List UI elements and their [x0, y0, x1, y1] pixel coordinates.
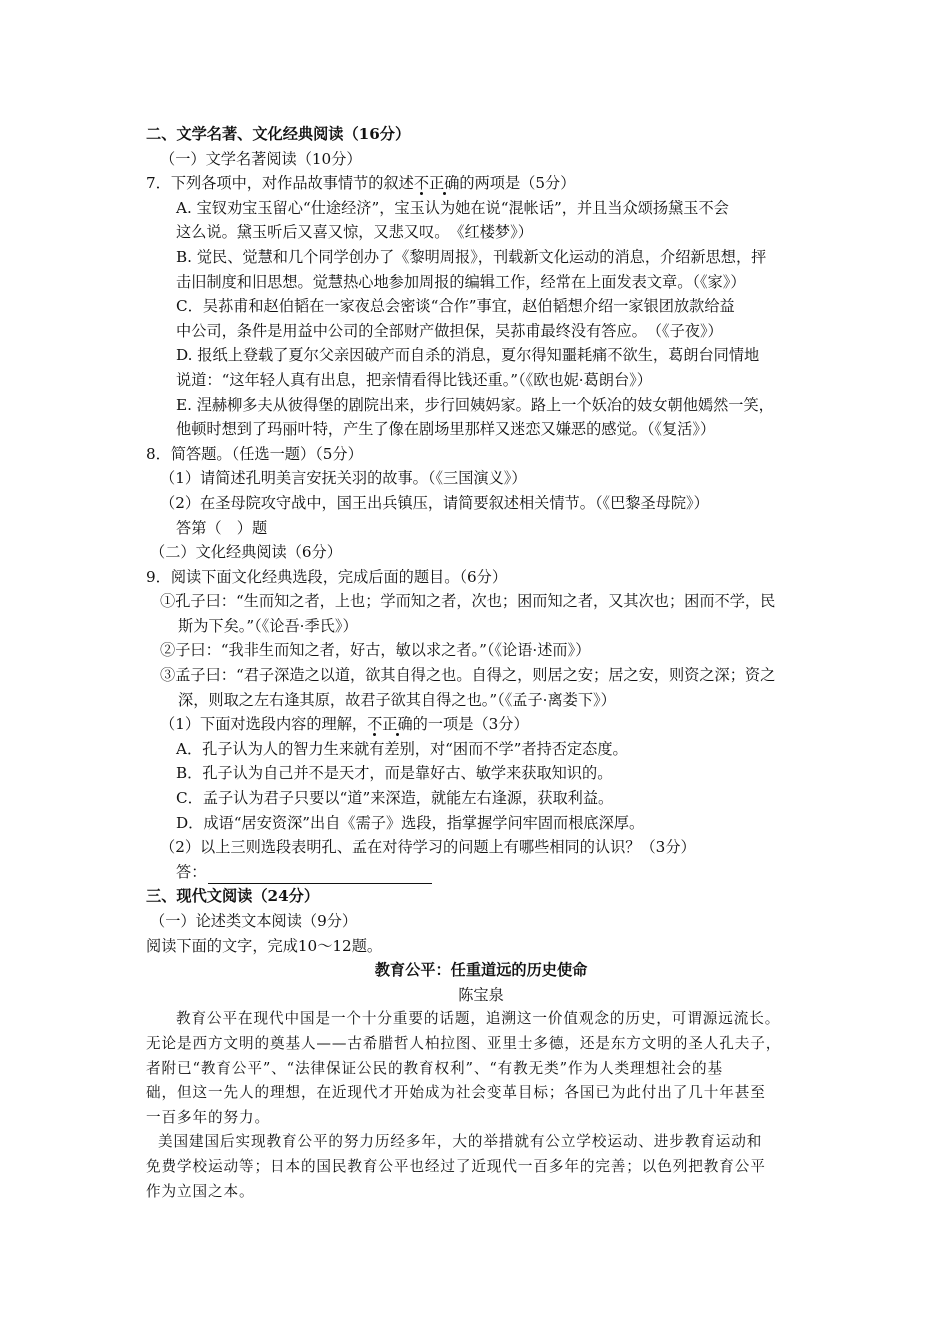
q9-option-c: C．孟子认为君子只要以“道”来深造，就能左右逢源，获取利益。 — [176, 789, 614, 808]
section2-sub2-heading: （二）文化经典阅读（6分） — [150, 543, 342, 562]
q7-option-c-line2: 中公司，条件是用益中公司的全部财产做担保，吴荪甫最终没有答应。 （《子夜》） — [176, 321, 723, 340]
article-p1-line3: 者附已“教育公平”、“法律保证公民的教育权利”、“有教无类”作为人类理想社会的基 — [146, 1059, 723, 1077]
q8-stem: 8．简答题。（任选一题）（5分） — [146, 444, 363, 463]
q9-passage-3-line1: ③孟子曰：“君子深造之以道，欲其自得之也。自得之，则居之安；居之安，则资之深；资之 — [160, 666, 776, 685]
q9-sub1-stem — [146, 712, 816, 737]
q9-passage-1-line2: 斯为下矣。”（《论吾·季氏》） — [178, 616, 358, 635]
q7-option-c-line1: C．吴荪甫和赵伯韬在一家夜总会密谈“合作”事宜，赵伯韬想介绍一家银团放款给益 — [176, 297, 735, 316]
section3-heading: 三、现代文阅读（24分） — [146, 887, 320, 906]
article-title: 教育公平：任重道远的历史使命 — [374, 961, 588, 980]
q9-sub1-emphasis-2: 正确 — [382, 715, 413, 734]
q9-answer-label: 答： — [176, 862, 207, 881]
q7-option-b-line1: B. 觉民、觉慧和几个同学创办了《黎明周报》，刊载新文化运动的消息，介绍新思想，抨 — [176, 247, 767, 266]
q8-item-2: （2）在圣母院攻守战中，国王出兵镇压，请简要叙述相关情节。（《巴黎圣母院》） — [160, 493, 709, 512]
q7-emphasis-2: 正确 — [429, 174, 460, 193]
q7-stem-pre: 7．下列各项中，对作品故事情节的叙述 — [146, 174, 414, 193]
q9-passage-3-line2: 深，则取之左右逢其原，故君子欲其自得之也。”（《孟子·离娄下》） — [178, 690, 616, 709]
q9-sub1-emphasis-1: 不 — [367, 715, 383, 734]
exam-page — [146, 122, 816, 1204]
article-p2-line1: 美国建国后实现教育公平的努力历经多年，大的举措就有公立学校运动、进步教育运动和 — [158, 1133, 763, 1151]
q9-option-a: A．孔子认为人的智力生来就有差别，对“困而不学”者持否定态度。 — [176, 739, 628, 758]
q8-answer-prompt: 答第（ ）题 — [176, 518, 268, 537]
q7-option-d-line2: 说道：“这年轻人真有出息，把亲情看得比钱还重。”（《欧也妮·葛朗台》） — [176, 370, 652, 389]
article-p1-line1: 教育公平在现代中国是一个十分重要的话题，追溯这一价值观念的历史，可谓源远流长。 — [176, 1010, 781, 1028]
article-p1-line2: 无论是西方文明的奠基人——古希腊哲人柏拉图、亚里士多德，还是东方文明的圣人孔夫子， — [146, 1034, 782, 1052]
article-p2-line3: 作为立国之本。 — [146, 1182, 255, 1200]
section3-sub1-heading: （一）论述类文本阅读（9分） — [150, 912, 358, 930]
q9-passage-1-line1: ①孔子曰：“生而知之者，上也；学而知之者，次也；困而知之者，又其次也；困而不学，民 — [160, 592, 776, 611]
section2-heading: 二、文学名著、文化经典阅读（16分） — [146, 125, 411, 143]
q7-option-e-line1: E. 涅赫柳多夫从彼得堡的剧院出来，步行回姨妈家。路上一个妖冶的妓女朝他嫣然一笑， — [176, 395, 774, 414]
article-p1-line5: 一百多年的努力。 — [146, 1108, 270, 1126]
q7-option-e-line2: 他顿时想到了玛丽叶特，产生了像在剧场里那样又迷恋又嫌恶的感觉。（《复活》） — [176, 420, 716, 439]
q9-passage-2: ②子曰：“我非生而知之者，好古，敏以求之者。”（《论语·述而》） — [160, 641, 591, 660]
q7-stem — [146, 171, 816, 196]
q9-sub1-post: 的一项是（3分） — [412, 715, 529, 734]
q9-stem: 9．阅读下面文化经典选段，完成后面的题目。（6分） — [146, 567, 508, 586]
q9-sub2-stem: （2）以上三则选段表明孔、孟在对待学习的问题上有哪些相同的认识？（3分） — [160, 838, 696, 857]
article-p1-line4: 础，但这一先人的理想，在近现代才开始成为社会变革目标；各国已为此付出了几十年甚至 — [146, 1084, 766, 1102]
q7-option-a-line1: A. 宝钗劝宝玉留心“仕途经济”，宝玉认为她在说“混帐话”，并且当众颂扬黛玉不会 — [176, 198, 729, 217]
q8-item-1: （1）请简述孔明美言安抚关羽的故事。（《三国演义》） — [160, 469, 527, 488]
section3-instruction: 阅读下面的文字，完成10～12题。 — [146, 936, 383, 955]
q7-option-d-line1: D. 报纸上登载了夏尔父亲因破产而自杀的消息，夏尔得知噩耗痛不欲生，葛朗台同情地 — [176, 346, 760, 365]
q9-option-b: B．孔子认为自己并不是天才，而是靠好古、敏学来获取知识的。 — [176, 764, 613, 783]
q7-stem-post: 的两项是（5分） — [459, 174, 576, 193]
q7-emphasis-1: 不 — [413, 174, 430, 193]
q7-option-a-line2: 这么说。黛玉听后又喜又惊，又悲又叹。 《红楼梦》） — [176, 223, 533, 242]
section2-sub1-heading: （一）文学名著阅读（10分） — [160, 149, 362, 168]
q9-answer-row — [146, 860, 816, 885]
q9-answer-blank[interactable] — [208, 866, 432, 884]
article-p2-line2: 免费学校运动等；日本的国民教育公平也经过了近现代一百多年的完善；以色列把教育公平 — [146, 1157, 766, 1175]
q7-option-b-line2: 击旧制度和旧思想。觉慧热心地参加周报的编辑工作，经常在上面发表文章。（《家》） — [176, 272, 746, 291]
q9-sub1-pre: （1）下面对选段内容的理解， — [160, 715, 368, 734]
article-author: 陈宝泉 — [458, 985, 504, 1004]
q9-option-d: D．成语“居安资深”出自《需子》选段，指掌握学问牢固而根底深厚。 — [176, 813, 645, 832]
